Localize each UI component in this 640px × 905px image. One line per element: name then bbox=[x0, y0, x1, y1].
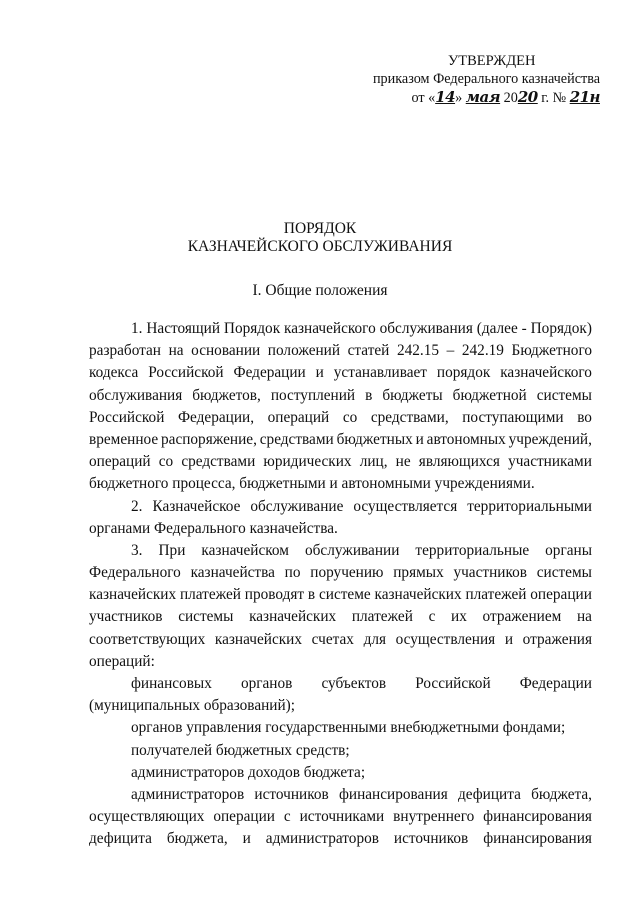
word: Российской bbox=[148, 364, 224, 382]
text-line: бюджетного процесса, бюджетными и автономными учреждениями. bbox=[89, 475, 535, 493]
approval-title: УТВЕРЖДЕН bbox=[448, 53, 536, 69]
word: Российской bbox=[89, 408, 165, 426]
word: лиц, bbox=[359, 453, 388, 471]
word: казначейства bbox=[190, 564, 275, 582]
word: системы bbox=[536, 386, 592, 404]
word: обслуживании bbox=[304, 541, 400, 559]
word: разработан bbox=[89, 342, 161, 360]
handwritten-month: мая bbox=[465, 88, 501, 106]
word: платежей bbox=[179, 586, 241, 604]
word: финансирования bbox=[483, 830, 592, 848]
word: – bbox=[446, 342, 455, 360]
word: 1. bbox=[131, 320, 143, 337]
word: и bbox=[242, 830, 251, 848]
word: Настоящий bbox=[146, 320, 221, 337]
word: Федерального bbox=[89, 564, 181, 582]
word: системе bbox=[318, 586, 371, 604]
section-heading: I. Общие положения bbox=[252, 282, 388, 299]
word: субъектов bbox=[321, 675, 387, 692]
word: на bbox=[576, 608, 592, 626]
word: поручению bbox=[310, 564, 384, 582]
word: бюджета, bbox=[166, 830, 228, 848]
date-prefix: от « bbox=[411, 90, 436, 106]
word: основании bbox=[191, 342, 261, 360]
word: администраторов bbox=[265, 830, 379, 848]
word: системы bbox=[178, 608, 234, 626]
word: прямых bbox=[393, 564, 444, 582]
word: 242.19 bbox=[461, 342, 504, 360]
word: операции bbox=[530, 586, 592, 604]
word: со bbox=[342, 408, 358, 426]
word: их bbox=[451, 608, 467, 626]
text-line bbox=[89, 429, 592, 451]
handwritten-year: 20 bbox=[517, 88, 538, 106]
word: 3. bbox=[131, 541, 143, 559]
word: поступающими bbox=[462, 408, 564, 426]
word: казначейских bbox=[249, 608, 337, 626]
word: казначейских bbox=[214, 630, 302, 648]
text-line bbox=[89, 540, 592, 562]
text-line bbox=[89, 385, 592, 407]
word: временное bbox=[89, 430, 159, 448]
date-mid: » bbox=[455, 90, 466, 106]
word: в bbox=[307, 586, 316, 604]
text-line bbox=[89, 673, 592, 695]
text-line: операций: bbox=[89, 652, 155, 670]
text-line bbox=[89, 451, 592, 473]
word: поступлений bbox=[270, 386, 356, 404]
word: статей bbox=[347, 342, 390, 360]
word: юридических bbox=[263, 453, 352, 471]
word: Порядок bbox=[223, 320, 281, 337]
word: территориальными bbox=[467, 497, 592, 515]
word: осуществления bbox=[395, 630, 496, 648]
word: 242.15 bbox=[396, 342, 440, 360]
text-line bbox=[89, 407, 592, 429]
word: финансовых bbox=[131, 675, 212, 692]
approval-stamp bbox=[370, 52, 600, 107]
word: Федерации, bbox=[177, 408, 255, 426]
word: Бюджетного bbox=[511, 342, 592, 360]
word: на bbox=[168, 342, 184, 360]
text-line bbox=[89, 318, 592, 340]
word: участников bbox=[453, 564, 527, 582]
word: Федерации bbox=[519, 675, 592, 692]
word: обслуживание bbox=[250, 497, 344, 515]
word: (далее bbox=[476, 320, 518, 337]
word: дефицита bbox=[89, 830, 152, 848]
word: и bbox=[504, 630, 514, 648]
word: бюджетов, bbox=[192, 386, 261, 404]
text-line bbox=[89, 584, 592, 606]
document-subtitle: КАЗНАЧЕЙСКОГО ОБСЛУЖИВАНИЯ bbox=[187, 238, 453, 255]
word: участников bbox=[89, 608, 163, 626]
word: и bbox=[415, 430, 424, 448]
word: осуществляющих bbox=[89, 808, 205, 826]
word: соответствующих bbox=[89, 630, 206, 648]
word: 2. bbox=[131, 497, 143, 515]
word: обслуживания bbox=[89, 386, 183, 404]
word: - bbox=[521, 320, 527, 337]
word: осуществляется bbox=[353, 497, 458, 515]
word: При bbox=[158, 541, 186, 559]
text-line: получателей бюджетных средств; bbox=[131, 741, 350, 759]
word: для bbox=[363, 630, 387, 648]
word: Порядок) bbox=[530, 320, 592, 337]
word: источников bbox=[393, 830, 469, 848]
word: не bbox=[395, 453, 411, 471]
word: казначейских bbox=[89, 586, 177, 604]
word: устанавливает bbox=[333, 364, 427, 382]
word: финансирования bbox=[483, 808, 592, 826]
word: операций bbox=[267, 408, 330, 426]
word: казначейского bbox=[284, 320, 376, 337]
word: бюджетной bbox=[452, 386, 527, 404]
word: бюджеты bbox=[382, 386, 443, 404]
word: порядок bbox=[436, 364, 491, 382]
year-prefix: 20 bbox=[500, 90, 518, 106]
word: проводят bbox=[244, 586, 305, 604]
word: средствами bbox=[259, 430, 334, 448]
text-line bbox=[89, 362, 592, 384]
text-line bbox=[89, 828, 592, 850]
word: казначейских bbox=[374, 586, 462, 604]
word: со bbox=[158, 453, 174, 471]
word: территориальные bbox=[415, 541, 530, 559]
word: Федерации bbox=[233, 364, 306, 382]
document-body bbox=[89, 318, 592, 851]
text-line bbox=[89, 629, 592, 651]
word: системы bbox=[536, 564, 592, 582]
text-line: органов управления государственными внебюджетными фондами; bbox=[131, 719, 566, 737]
handwritten-number: 21н bbox=[569, 88, 600, 106]
text-line: (муниципальных образований); bbox=[89, 697, 296, 715]
word: и bbox=[315, 364, 324, 382]
word: во bbox=[577, 408, 592, 426]
word: операций bbox=[89, 453, 151, 471]
word: администраторов bbox=[131, 785, 245, 803]
word: казначейского bbox=[500, 364, 592, 382]
text-line bbox=[89, 562, 592, 584]
text-line bbox=[89, 784, 592, 806]
word: Российской bbox=[415, 675, 491, 692]
word: в bbox=[365, 386, 373, 404]
text-line: администраторов доходов бюджета; bbox=[131, 763, 366, 781]
word: по bbox=[284, 564, 301, 582]
word: с bbox=[283, 808, 291, 826]
text-line bbox=[89, 806, 592, 828]
word: финансирования bbox=[338, 785, 448, 803]
number-prefix: г. № bbox=[537, 90, 570, 106]
word: источниками bbox=[299, 808, 385, 826]
word: распоряжение, bbox=[161, 430, 257, 448]
approval-order-line: приказом Федерального казначейства bbox=[372, 71, 600, 87]
word: участниками bbox=[508, 453, 592, 471]
word: отражением bbox=[482, 608, 562, 626]
word: органов bbox=[240, 675, 293, 692]
word: обслуживания bbox=[379, 320, 473, 337]
word: счетах bbox=[311, 630, 354, 648]
word: являющихся bbox=[418, 453, 500, 471]
word: учреждений, bbox=[508, 430, 592, 448]
word: органы bbox=[545, 541, 592, 559]
word: платежей bbox=[351, 608, 413, 626]
word: внутреннего bbox=[393, 808, 475, 826]
word: дефицита bbox=[458, 785, 521, 803]
document-title: ПОРЯДОК bbox=[283, 220, 357, 237]
word: операции bbox=[213, 808, 275, 826]
word: кодекса bbox=[89, 364, 139, 382]
approval-date-line bbox=[370, 88, 600, 107]
word: источников bbox=[254, 785, 329, 803]
text-line: органами Федерального казначейства. bbox=[89, 519, 338, 537]
word: средствами, bbox=[370, 408, 449, 426]
word: с bbox=[428, 608, 436, 626]
handwritten-day: 14 bbox=[435, 88, 456, 106]
text-line bbox=[89, 496, 592, 518]
word: бюджета, bbox=[531, 785, 592, 803]
word: казначейском bbox=[201, 541, 289, 559]
word: платежей bbox=[465, 586, 527, 604]
word: отражения bbox=[522, 630, 592, 648]
text-line bbox=[89, 340, 592, 362]
word: Казначейское bbox=[152, 497, 241, 515]
text-line bbox=[89, 606, 592, 628]
word: положений bbox=[267, 342, 341, 360]
word: автономных bbox=[426, 430, 506, 448]
word: средствами bbox=[181, 453, 256, 471]
word: бюджетных bbox=[336, 430, 413, 448]
